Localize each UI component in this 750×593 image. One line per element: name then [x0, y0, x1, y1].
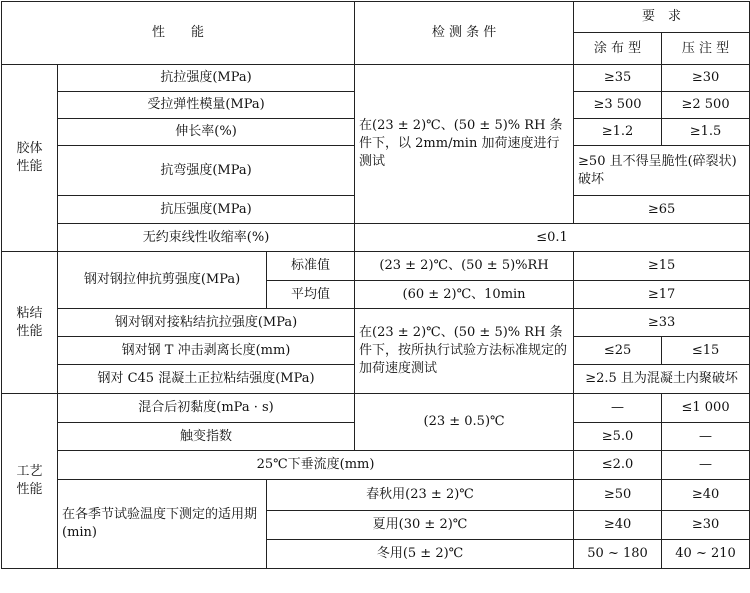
- row-flex-name: 抗弯强度(MPa): [58, 146, 355, 196]
- header-requirement: 要 求: [574, 2, 750, 33]
- row-sag-inj: —: [662, 451, 750, 480]
- group-glue: 胶体 性能: [2, 65, 58, 252]
- row-shear-std-sub: 标准值: [267, 252, 355, 281]
- row-pot-spring-coat: ≥50: [574, 480, 662, 511]
- row-sag-name: 25℃下垂流度(mm): [58, 451, 574, 480]
- row-thix-inj: —: [662, 423, 750, 451]
- row-visc-name: 混合后初黏度(mPa · s): [58, 394, 355, 423]
- row-flex-req: ≥50 且不得呈脆性(碎裂状)破坏: [574, 146, 750, 196]
- row-tensile-inj: ≥30: [662, 65, 750, 92]
- group-bond: 粘结 性能: [2, 252, 58, 394]
- row-pot-name: 在各季节试验温度下测定的适用期(min): [58, 480, 267, 569]
- row-modulus-inj: ≥2 500: [662, 92, 750, 119]
- row-visc-inj: ≤1 000: [662, 394, 750, 423]
- row-pot-summer-inj: ≥30: [662, 511, 750, 540]
- row-c45-name: 钢对 C45 混凝土正拉粘结强度(MPa): [58, 365, 355, 394]
- condition-process: (23 ± 0.5)℃: [355, 394, 574, 451]
- row-elong-name: 伸长率(%): [58, 119, 355, 146]
- header-property: 性 能: [2, 2, 355, 65]
- row-tpeel-name: 钢对钢 T 冲击剥离长度(mm): [58, 337, 355, 365]
- row-visc-coat: —: [574, 394, 662, 423]
- row-pot-winter-inj: 40 ~ 210: [662, 540, 750, 569]
- spec-table: [1, 1, 750, 569]
- row-elong-coat: ≥1.2: [574, 119, 662, 146]
- header-coating: 涂 布 型: [574, 33, 662, 65]
- row-modulus-coat: ≥3 500: [574, 92, 662, 119]
- row-pot-summer-coat: ≥40: [574, 511, 662, 540]
- row-sag-coat: ≤2.0: [574, 451, 662, 480]
- row-shrink-name: 无约束线性收缩率(%): [58, 224, 355, 252]
- row-shear-avg-cond: (60 ± 2)℃、10min: [355, 281, 574, 309]
- row-tensile-name: 抗拉强度(MPa): [58, 65, 355, 92]
- row-pot-spring-inj: ≥40: [662, 480, 750, 511]
- row-shear-std-req: ≥15: [574, 252, 750, 281]
- row-thix-coat: ≥5.0: [574, 423, 662, 451]
- row-shear-std-cond: (23 ± 2)℃、(50 ± 5)%RH: [355, 252, 574, 281]
- row-pot-winter-coat: 50 ~ 180: [574, 540, 662, 569]
- row-shear-name: 钢对钢拉伸抗剪强度(MPa): [58, 252, 267, 309]
- condition-bond: 在(23 ± 2)℃、(50 ± 5)% RH 条件下，按所执行试验方法标准规定的加荷速度测试: [355, 309, 574, 394]
- row-modulus-name: 受拉弹性模量(MPa): [58, 92, 355, 119]
- row-tensile-coat: ≥35: [574, 65, 662, 92]
- row-tpeel-inj: ≤15: [662, 337, 750, 365]
- row-comp-name: 抗压强度(MPa): [58, 196, 355, 224]
- row-thix-name: 触变指数: [58, 423, 355, 451]
- row-tpeel-coat: ≤25: [574, 337, 662, 365]
- row-pot-summer-sub: 夏用(30 ± 2)℃: [267, 511, 574, 540]
- row-pot-spring-sub: 春秋用(23 ± 2)℃: [267, 480, 574, 511]
- row-shear-avg-req: ≥17: [574, 281, 750, 309]
- header-condition: 检 测 条 件: [355, 2, 574, 65]
- row-c45-req: ≥2.5 且为混凝土内聚破坏: [574, 365, 750, 394]
- row-shrink-req: ≤0.1: [355, 224, 750, 252]
- row-shear-avg-sub: 平均值: [267, 281, 355, 309]
- row-butt-name: 钢对钢对接粘结抗拉强度(MPa): [58, 309, 355, 337]
- row-comp-req: ≥65: [574, 196, 750, 224]
- row-elong-inj: ≥1.5: [662, 119, 750, 146]
- group-process: 工艺 性能: [2, 394, 58, 569]
- row-pot-winter-sub: 冬用(5 ± 2)℃: [267, 540, 574, 569]
- header-injection: 压 注 型: [662, 33, 750, 65]
- row-butt-req: ≥33: [574, 309, 750, 337]
- condition-glue: 在(23 ± 2)℃、(50 ± 5)% RH 条件下，以 2mm/min 加荷速度进行测试: [355, 65, 574, 224]
